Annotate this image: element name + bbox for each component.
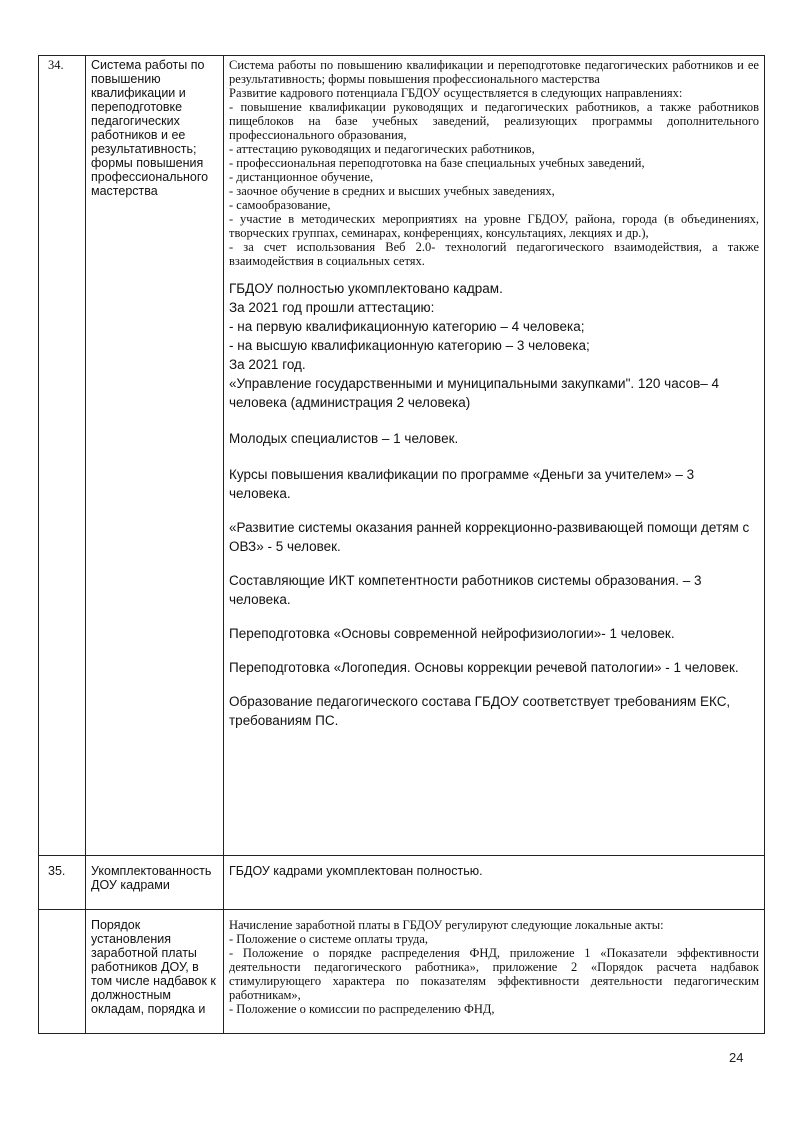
page-number: 24 xyxy=(729,1050,744,1065)
list-item: - Положение о комиссии по распределению ФНД, xyxy=(229,1002,495,1016)
directions-block xyxy=(229,58,759,268)
salary-acts-block xyxy=(229,918,759,1016)
row-topic: Порядок установления заработной платы работников ДОУ, в том числе надбавок к должностным окладам, порядка и xyxy=(86,910,224,1034)
list-item: - дистанционное обучение, xyxy=(229,170,374,184)
staffing-text: ГБДОУ кадрами укомплектован полностью. xyxy=(229,864,483,878)
row-number xyxy=(39,910,86,1034)
list-item: - на высшую квалификационную категорию – 3 человека; xyxy=(229,338,590,353)
paragraph: За 2021 год прошли аттестацию: xyxy=(229,300,435,315)
row-content xyxy=(224,56,765,856)
list-item: - аттестацию руководящих и педагогических работников, xyxy=(229,142,535,156)
table-row-35 xyxy=(39,856,765,910)
table-row-34 xyxy=(39,56,765,856)
report-table xyxy=(38,55,765,1034)
paragraph: «Управление государственными и муниципальными закупками". 120 часов– 4 человека (администрация 2 человека) xyxy=(229,376,720,410)
paragraph: За 2021 год. xyxy=(229,357,306,372)
list-item: - самообразование, xyxy=(229,198,331,212)
paragraph: Курсы повышения квалификации по программе «Деньги за учителем» – 3 человека. xyxy=(229,467,695,501)
paragraph: Начисление заработной платы в ГБДОУ регулируют следующие локальные акты: xyxy=(229,918,664,932)
row-number: 34. xyxy=(39,56,86,856)
list-item: - за счет использования Веб 2.0- технологий педагогического взаимодействия, а также взаимодействия в социальных сетях. xyxy=(229,240,759,268)
table-row-salary xyxy=(39,910,765,1034)
paragraph: Молодых специалистов – 1 человек. xyxy=(229,431,459,446)
row-content xyxy=(224,910,765,1034)
staffing-block xyxy=(229,279,759,730)
paragraph: Образование педагогического состава ГБДОУ соответствует требованиям ЕКС, требованиям ПС. xyxy=(229,694,731,728)
list-item: - Положение о системе оплаты труда, xyxy=(229,932,428,946)
paragraph: Составляющие ИКТ компетентности работников системы образования. – 3 человека. xyxy=(229,573,702,607)
row-number: 35. xyxy=(39,856,86,910)
paragraph: Система работы по повышению квалификации и переподготовке педагогических работников и ее результативность; формы повышения профессионального мастерства xyxy=(229,58,759,86)
list-item: - Положение о порядке распределения ФНД, приложение 1 «Показатели эффективности деятельности педагогического работника», приложение 2 «Порядок расчета надбавок стимулирующего характера по показателям эффективности деятельности педагогическим работникам», xyxy=(229,946,759,1002)
list-item: - на первую квалификационную категорию – 4 человека; xyxy=(229,319,585,334)
paragraph: Переподготовка «Основы современной нейрофизиологии»- 1 человек. xyxy=(229,626,675,641)
list-item: - профессиональная переподготовка на базе специальных учебных заведений, xyxy=(229,156,645,170)
row-content xyxy=(224,856,765,910)
list-item: - участие в методических мероприятиях на уровне ГБДОУ, района, города (в объединениях, творческих группах, семинарах, конференциях, консультациях, лекциях и др.), xyxy=(229,212,759,240)
row-topic: Система работы по повышению квалификации и переподготовке педагогических работников и ее результативность; формы повышения профессионального мастерства xyxy=(86,56,224,856)
row-topic: Укомплектованность ДОУ кадрами xyxy=(86,856,224,910)
paragraph: Развитие кадрового потенциала ГБДОУ осуществляется в следующих направлениях: xyxy=(229,86,683,100)
paragraph: ГБДОУ полностью укомплектовано кадрам. xyxy=(229,281,503,296)
list-item: - заочное обучение в средних и высших учебных заведениях, xyxy=(229,184,555,198)
paragraph: Переподготовка «Логопедия. Основы коррекции речевой патологии» - 1 человек. xyxy=(229,660,739,675)
paragraph: «Развитие системы оказания ранней коррекционно-развивающей помощи детям с ОВЗ» - 5 человек. xyxy=(229,520,750,554)
list-item: - повышение квалификации руководящих и педагогических работников, а также работников пищеблоков на базе учебных заведений, реализующих программы дополнительного профессионального образования, xyxy=(229,100,759,142)
